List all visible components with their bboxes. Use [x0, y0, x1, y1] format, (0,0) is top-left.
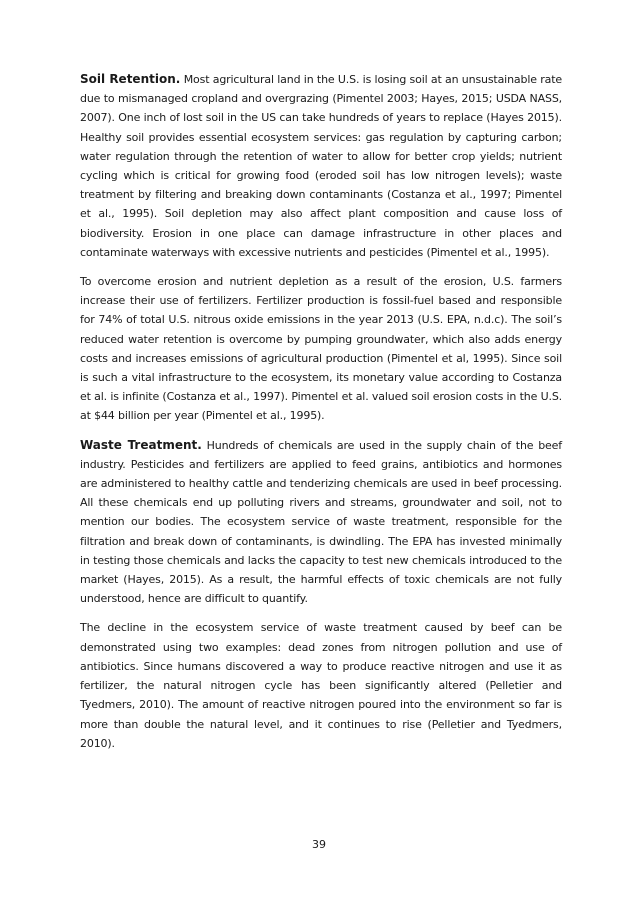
soil-retention-paragraph [80, 70, 562, 262]
erosion-paragraph: To overcome erosion and nutrient depletion as a result of the erosion, U.S. farmers increase their use of fertilizers. Fertilizer production is fossil-fuel based and responsible for 74% of total U.S. nitrous oxide emissions in the year 2013 (U.S. EPA, n.d.c). The soil’s reduced water retention is overcome by pumping groundwater, which also adds energy costs and increases emissions of agricultural production (Pimentel et al, 1995). Since soil is such a vital infrastructure to the ecosystem, its monetary value according to Costanza et al. is infinite (Costanza et al., 1997). Pimentel et al. valued soil erosion costs in the U.S. at $44 billion per year (Pimentel et al., 1995). [80, 275, 562, 423]
waste-treatment-paragraph [80, 436, 562, 609]
waste-treatment-body: Hundreds of chemicals are used in the supply chain of the beef industry. Pesticides and fertilizers are applied to feed grains, antibiotics and hormones are administered to healthy cattle and tenderizing chemicals are used in beef processing. All these chemicals end up polluting rivers and streams, groundwater and soil, not to mention our bodies. The ecosystem service of waste treatment, responsible for the filtration and break down of contaminants, is dwindling. The EPA has invested minimally in testing those chemicals and lacks the capacity to test new chemicals introduced to the market (Hayes, 2015). As a result, the harmful effects of toxic chemicals are not fully understood, hence are difficult to quantify. [80, 438, 562, 606]
soil-retention-body: Most agricultural land in the U.S. is losing soil at an unsustainable rate due to mismanaged cropland and overgrazing (Pimentel 2003; Hayes, 2015; USDA NASS, 2007). One inch of lost soil in the US can take hundreds of years to replace (Hayes 2015). Healthy soil provides essential ecosystem services: gas regulation by capturing carbon; water regulation through the retention of water to allow for better crop yields; nutrient cycling which is critical for growing food (eroded soil has low nitrogen levels); waste treatment by filtering and breaking down contaminants (Costanza et al., 1997; Pimentel et al., 1995). Soil depletion may also affect plant composition and cause loss of biodiversity. Erosion in one place can damage infrastructure in other places and contaminate waterways with excessive nutrients and pesticides (Pimentel et al., 1995). [80, 73, 562, 259]
document-page [80, 70, 562, 763]
page-number: 39 [312, 838, 326, 851]
soil-retention-heading: Soil Retention. [80, 72, 181, 86]
decline-paragraph: The decline in the ecosystem service of waste treatment caused by beef can be demonstrated using two examples: dead zones from nitrogen pollution and use of antibiotics. Since humans discovered a way to produce reactive nitrogen and use it as fertilizer, the natural nitrogen cycle has been significantly altered (Pelletier and Tyedmers, 2010). The amount of reactive nitrogen poured into the environment so far is more than double the natural level, and it continues to rise (Pelletier and Tyedmers, 2010). [80, 621, 562, 750]
waste-treatment-heading: Waste Treatment. [80, 437, 202, 452]
